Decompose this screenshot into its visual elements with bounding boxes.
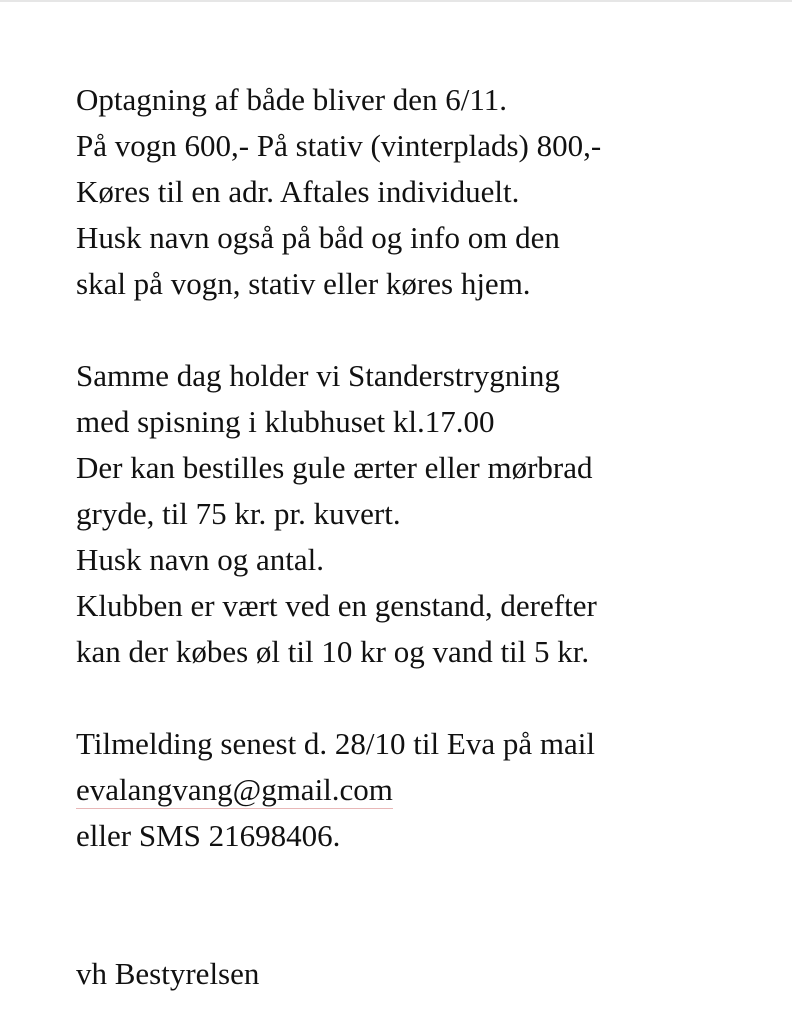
text-line: Samme dag holder vi Standerstrygning	[76, 358, 560, 393]
text-line: Husk navn også på båd og info om den	[76, 220, 560, 255]
paragraph-boat-haul-out	[76, 77, 766, 307]
text-line: Optagning af både bliver den 6/11.	[76, 82, 508, 117]
email-line	[76, 767, 766, 813]
top-divider	[0, 0, 792, 2]
text-line: med spisning i klubhuset kl.17.00	[76, 404, 495, 439]
text-line: Husk navn og antal.	[76, 542, 324, 577]
signature: vh Bestyrelsen	[76, 956, 260, 991]
paragraph-dinner-event	[76, 353, 766, 675]
paragraph-spacer	[76, 859, 766, 951]
text-line: Tilmelding senest d. 28/10 til Eva på mail	[76, 726, 595, 761]
paragraph-spacer	[76, 675, 766, 721]
email-link[interactable]: evalangvang@gmail.com	[76, 772, 393, 807]
paragraph-spacer	[76, 307, 766, 353]
text-line: gryde, til 75 kr. pr. kuvert.	[76, 496, 401, 531]
document-body	[76, 77, 766, 997]
text-line: kan der købes øl til 10 kr og vand til 5 kr.	[76, 634, 590, 669]
text-line: Klubben er vært ved en genstand, derefter	[76, 588, 597, 623]
text-line: Køres til en adr. Aftales individuelt.	[76, 174, 520, 209]
text-line: skal på vogn, stativ eller køres hjem.	[76, 266, 531, 301]
text-line: På vogn 600,- På stativ (vinterplads) 800,-	[76, 128, 602, 163]
text-line: eller SMS 21698406.	[76, 818, 341, 853]
paragraph-registration	[76, 721, 766, 859]
text-line: Der kan bestilles gule ærter eller mørbrad	[76, 450, 593, 485]
